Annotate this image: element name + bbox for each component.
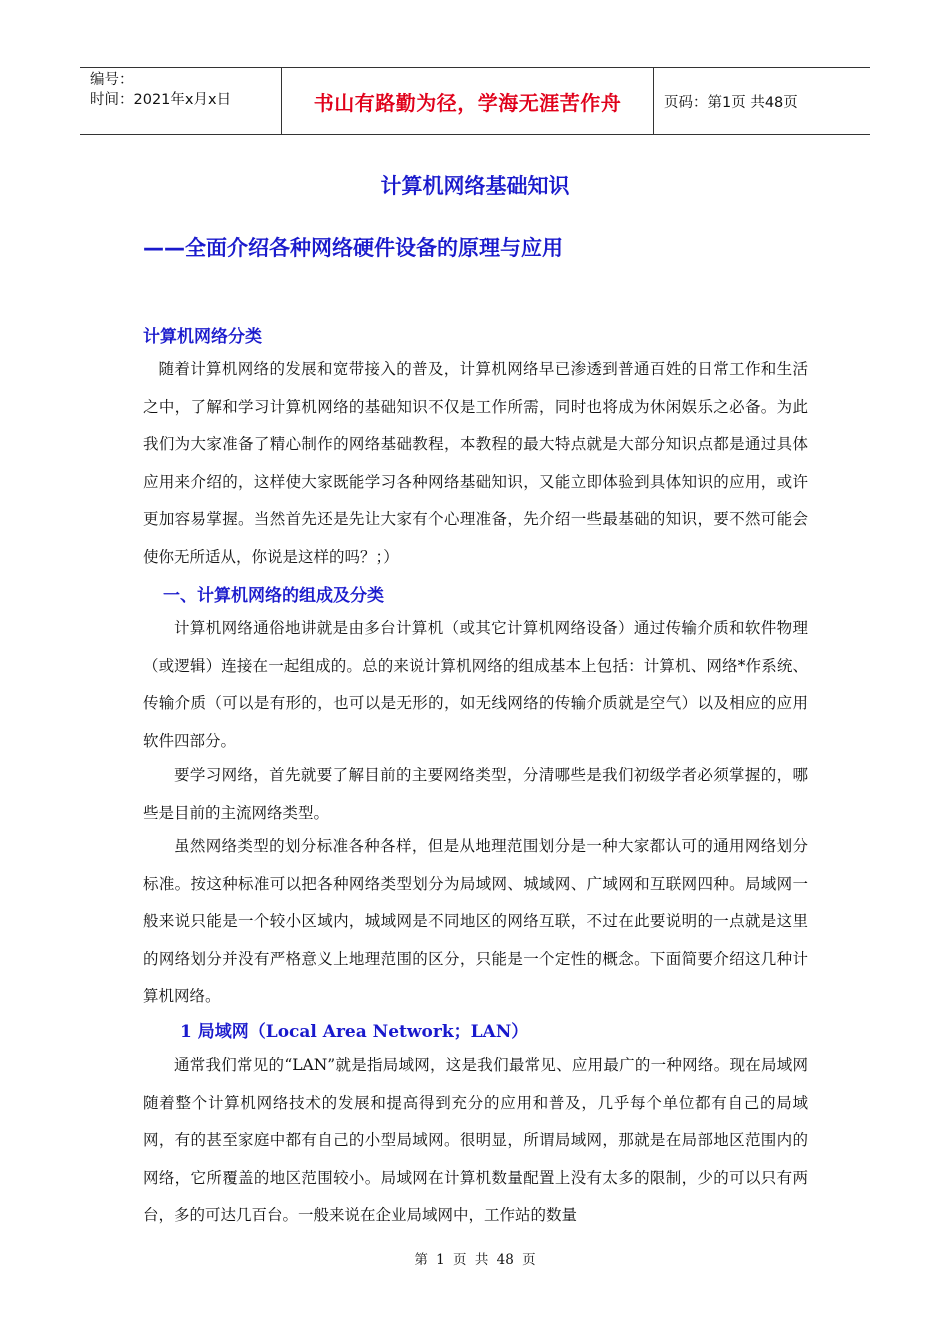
lan-paragraph: 通常我们常见的“LAN”就是指局域网，这是我们最常见、应用最广的一种网络。现在局域网随着整个计算机网络技术的发展和提高得到充分的应用和普及，几乎每个单位都有自己的局域网，有的甚至家庭中都有自己的小型局域网。很明显，所谓局域网，那就是在局部地区范围内的网络，它所覆盖的地区范围较小。局域网在计算机数量配置上没有太多的限制，少的可以只有两台，多的可达几百台。一般来说在企业局域网中，工作站的数量 (143, 1056, 808, 1224)
section-heading-lan: 1 局域网（Local Area Network；LAN） (180, 1022, 529, 1042)
document-header (80, 67, 870, 135)
section-heading-composition: 一、计算机网络的组成及分类 (163, 586, 384, 606)
document-number-label: 编号： (90, 72, 134, 88)
document-time-label: 时间：2021年x月x日 (90, 92, 232, 108)
section-heading-classification: 计算机网络分类 (143, 327, 262, 347)
header-meta-cell (80, 68, 282, 134)
header-page-info: 页码：第1页 共48页 (664, 94, 798, 111)
page-footer: 第 1 页 共 48 页 (414, 1252, 536, 1268)
document-title: 计算机网络基础知识 (380, 174, 570, 198)
header-motto-cell (282, 68, 654, 134)
composition-paragraph: 计算机网络通俗地讲就是由多台计算机（或其它计算机网络设备）通过传输介质和软件物理（或逻辑）连接在一起组成的。总的来说计算机网络的组成基本上包括：计算机、网络*作系统、传输介质（可以是有形的，也可以是无形的，如无线网络的传输介质就是空气）以及相应的应用软件四部分。 (143, 619, 808, 750)
header-page-cell (654, 68, 870, 134)
document-subtitle: ——全面介绍各种网络硬件设备的原理与应用 (143, 236, 563, 260)
intro-paragraph: 随着计算机网络的发展和宽带接入的普及，计算机网络早已渗透到普通百姓的日常工作和生活之中，了解和学习计算机网络的基础知识不仅是工作所需，同时也将成为休闲娱乐之必备。为此我们为大家准备了精心制作的网络基础教程，本教程的最大特点就是大部分知识点都是通过具体应用来介绍的，这样使大家既能学习各种网络基础知识，又能立即体验到具体知识的应用，或许更加容易掌握。当然首先还是先让大家有个心理准备，先介绍一些最基础的知识，要不然可能会使你无所适从，你说是这样的吗？；） (143, 360, 808, 566)
learn-paragraph: 要学习网络，首先就要了解目前的主要网络类型，分清哪些是我们初级学者必须掌握的，哪些是目前的主流网络类型。 (143, 766, 808, 822)
types-paragraph: 虽然网络类型的划分标准各种各样，但是从地理范围划分是一种大家都认可的通用网络划分标准。按这种标准可以把各种网络类型划分为局域网、城域网、广域网和互联网四种。局域网一般来说只能是一个较小区域内，城域网是不同地区的网络互联，不过在此要说明的一点就是这里的网络划分并没有严格意义上地理范围的区分，只能是一个定性的概念。下面简要介绍这几种计算机网络。 (143, 837, 808, 1005)
header-motto: 书山有路勤为径，学海无涯苦作舟 (313, 90, 622, 115)
